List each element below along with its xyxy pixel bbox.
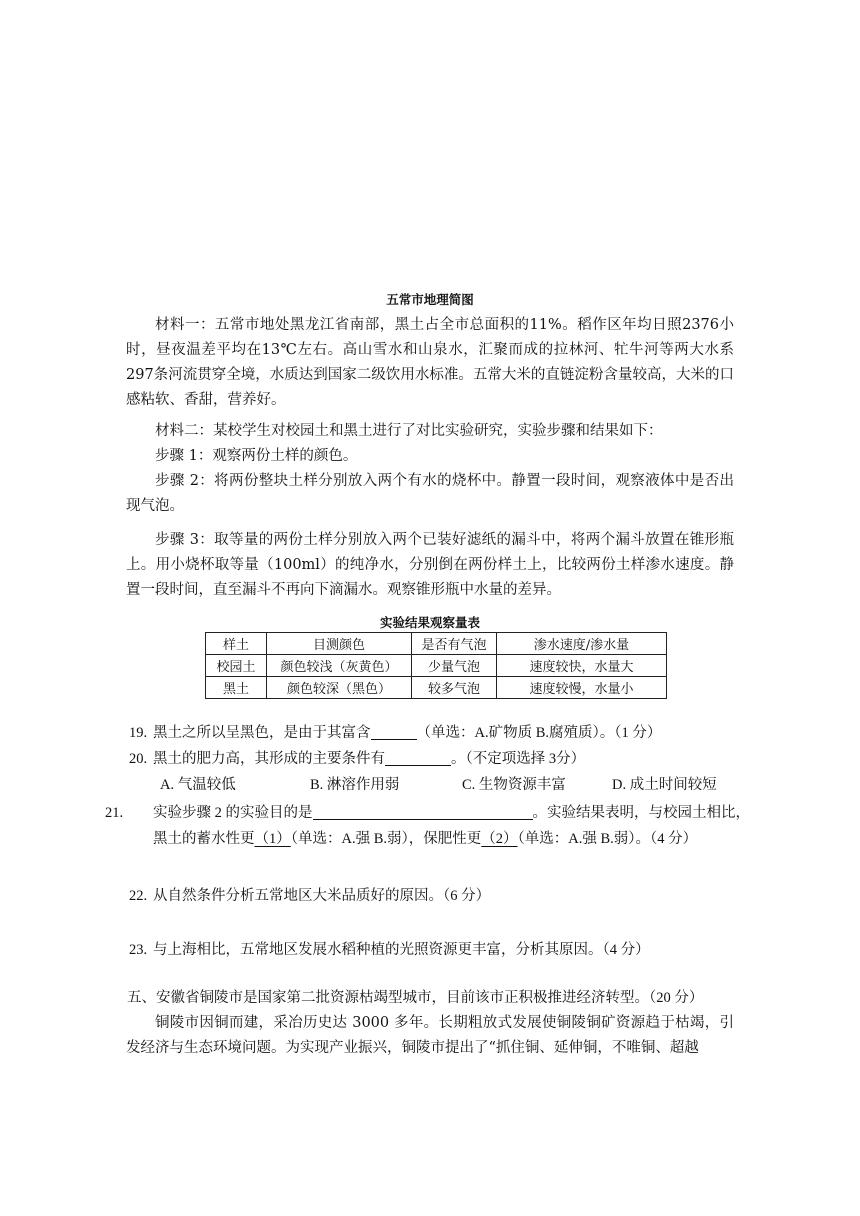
table-cell: 较多气泡 bbox=[412, 677, 497, 699]
question-text: 。实验结果表明，与校园土相比，黑土的蓄水性更 bbox=[153, 805, 750, 847]
table-cell: 黑土 bbox=[206, 677, 267, 699]
question-text: 实验步骤 2 的实验目的是 bbox=[153, 805, 313, 821]
question-number: 22. bbox=[129, 888, 148, 904]
table-cell: 速度较快，水量大 bbox=[497, 655, 667, 677]
table-cell: 颜色较浅（灰黄色） bbox=[267, 655, 412, 677]
table-caption: 实验结果观察量表 bbox=[379, 615, 480, 630]
question-text: （单选：A.矿物质 B.腐殖质）。（1 分） bbox=[416, 725, 662, 741]
option-d: D. 成土时间较短 bbox=[612, 777, 717, 793]
answer-blank-1[interactable]: （1） bbox=[254, 831, 291, 847]
question-20-options bbox=[160, 772, 734, 798]
table-header: 样土 bbox=[206, 633, 267, 655]
question-text: 黑土的肥力高，其形成的主要条件有 bbox=[153, 751, 385, 767]
section-5-paragraph: 铜陵市因铜而建，采冶历史达 3000 多年。长期粗放式发展使铜陵铜矿资源趋于枯竭，引发经济与生态环境问题。为实现产业振兴，铜陵市提出了“抓住铜、延伸铜，不唯铜、超越 bbox=[126, 1015, 734, 1056]
option-c: C. 生物资源丰富 bbox=[462, 777, 566, 793]
section-5-heading: 五、安徽省铜陵市是国家第二批资源枯竭型城市，目前该市正积极推进经济转型。（20 分） bbox=[127, 990, 704, 1006]
material-two-intro: 材料二：某校学生对校园土和黑土进行了对比实验研究，实验步骤和结果如下： bbox=[155, 423, 663, 439]
table-cell: 少量气泡 bbox=[412, 655, 497, 677]
question-21 bbox=[105, 800, 758, 852]
table-cell: 颜色较深（黑色） bbox=[267, 677, 412, 699]
answer-blank[interactable] bbox=[385, 749, 451, 766]
table-cell: 速度较慢，水量小 bbox=[497, 677, 667, 699]
map-caption: 五常市地理简图 bbox=[386, 292, 474, 307]
question-number: 20. bbox=[129, 751, 148, 767]
table-cell: 校园土 bbox=[206, 655, 267, 677]
answer-blank[interactable] bbox=[313, 803, 533, 820]
table-row bbox=[206, 655, 667, 677]
answer-blank[interactable] bbox=[371, 723, 417, 740]
option-b: B. 淋溶作用弱 bbox=[310, 777, 400, 793]
answer-blank-2[interactable]: （2） bbox=[481, 831, 518, 847]
question-20 bbox=[129, 746, 734, 772]
observation-table bbox=[205, 632, 667, 699]
table-header-row bbox=[206, 633, 667, 655]
question-22 bbox=[129, 883, 734, 909]
question-text: 与上海相比，五常地区发展水稻种植的光照资源更丰富，分析其原因。（4 分） bbox=[153, 942, 650, 958]
question-text: 。（不定项选择 3分） bbox=[451, 751, 586, 767]
table-header: 目测颜色 bbox=[267, 633, 412, 655]
question-number: 19. bbox=[129, 725, 148, 741]
question-text: 从自然条件分析五常地区大米品质好的原因。（6 分） bbox=[153, 888, 491, 904]
step-one: 步骤 1：观察两份土样的颜色。 bbox=[155, 448, 358, 464]
option-a: A. 气温较低 bbox=[160, 777, 236, 793]
question-19 bbox=[129, 720, 734, 746]
step-three: 步骤 3：取等量的两份土样分别放入两个已装好滤纸的漏斗中，将两个漏斗放置在锥形瓶上。用小烧杯取等量（100ml）的纯净水，分别倒在两份样土上，比较两份土样渗水速度。静置一段时间，直至漏斗不再向下滴漏水。观察锥形瓶中水量的差异。 bbox=[126, 532, 734, 598]
table-header: 是否有气泡 bbox=[412, 633, 497, 655]
question-text: （单选：A.强 B.弱），保肥性更 bbox=[290, 831, 482, 847]
material-one: 材料一：五常市地处黑龙江省南部，黑土占全市总面积的11%。稻作区年均日照2376小时，昼夜温差平均在13℃左右。高山雪水和山泉水，汇聚而成的拉林河、牤牛河等两大水系297条河流贯穿全境，水质达到国家二级饮用水标准。五常大米的直链淀粉含量较高，大米的口感粘软、香甜，营养好。 bbox=[126, 317, 734, 408]
step-two: 步骤 2：将两份整块土样分别放入两个有水的烧杯中。静置一段时间，观察液体中是否出现气泡。 bbox=[126, 473, 734, 514]
question-number: 21. bbox=[105, 805, 124, 821]
question-text: （单选：A.强 B.弱）。（4 分） bbox=[517, 831, 698, 847]
question-text: 黑土之所以呈黑色，是由于其富含 bbox=[153, 725, 371, 741]
question-number: 23. bbox=[129, 942, 148, 958]
table-row bbox=[206, 677, 667, 699]
table-header: 渗水速度/渗水量 bbox=[497, 633, 667, 655]
question-23 bbox=[129, 937, 734, 963]
